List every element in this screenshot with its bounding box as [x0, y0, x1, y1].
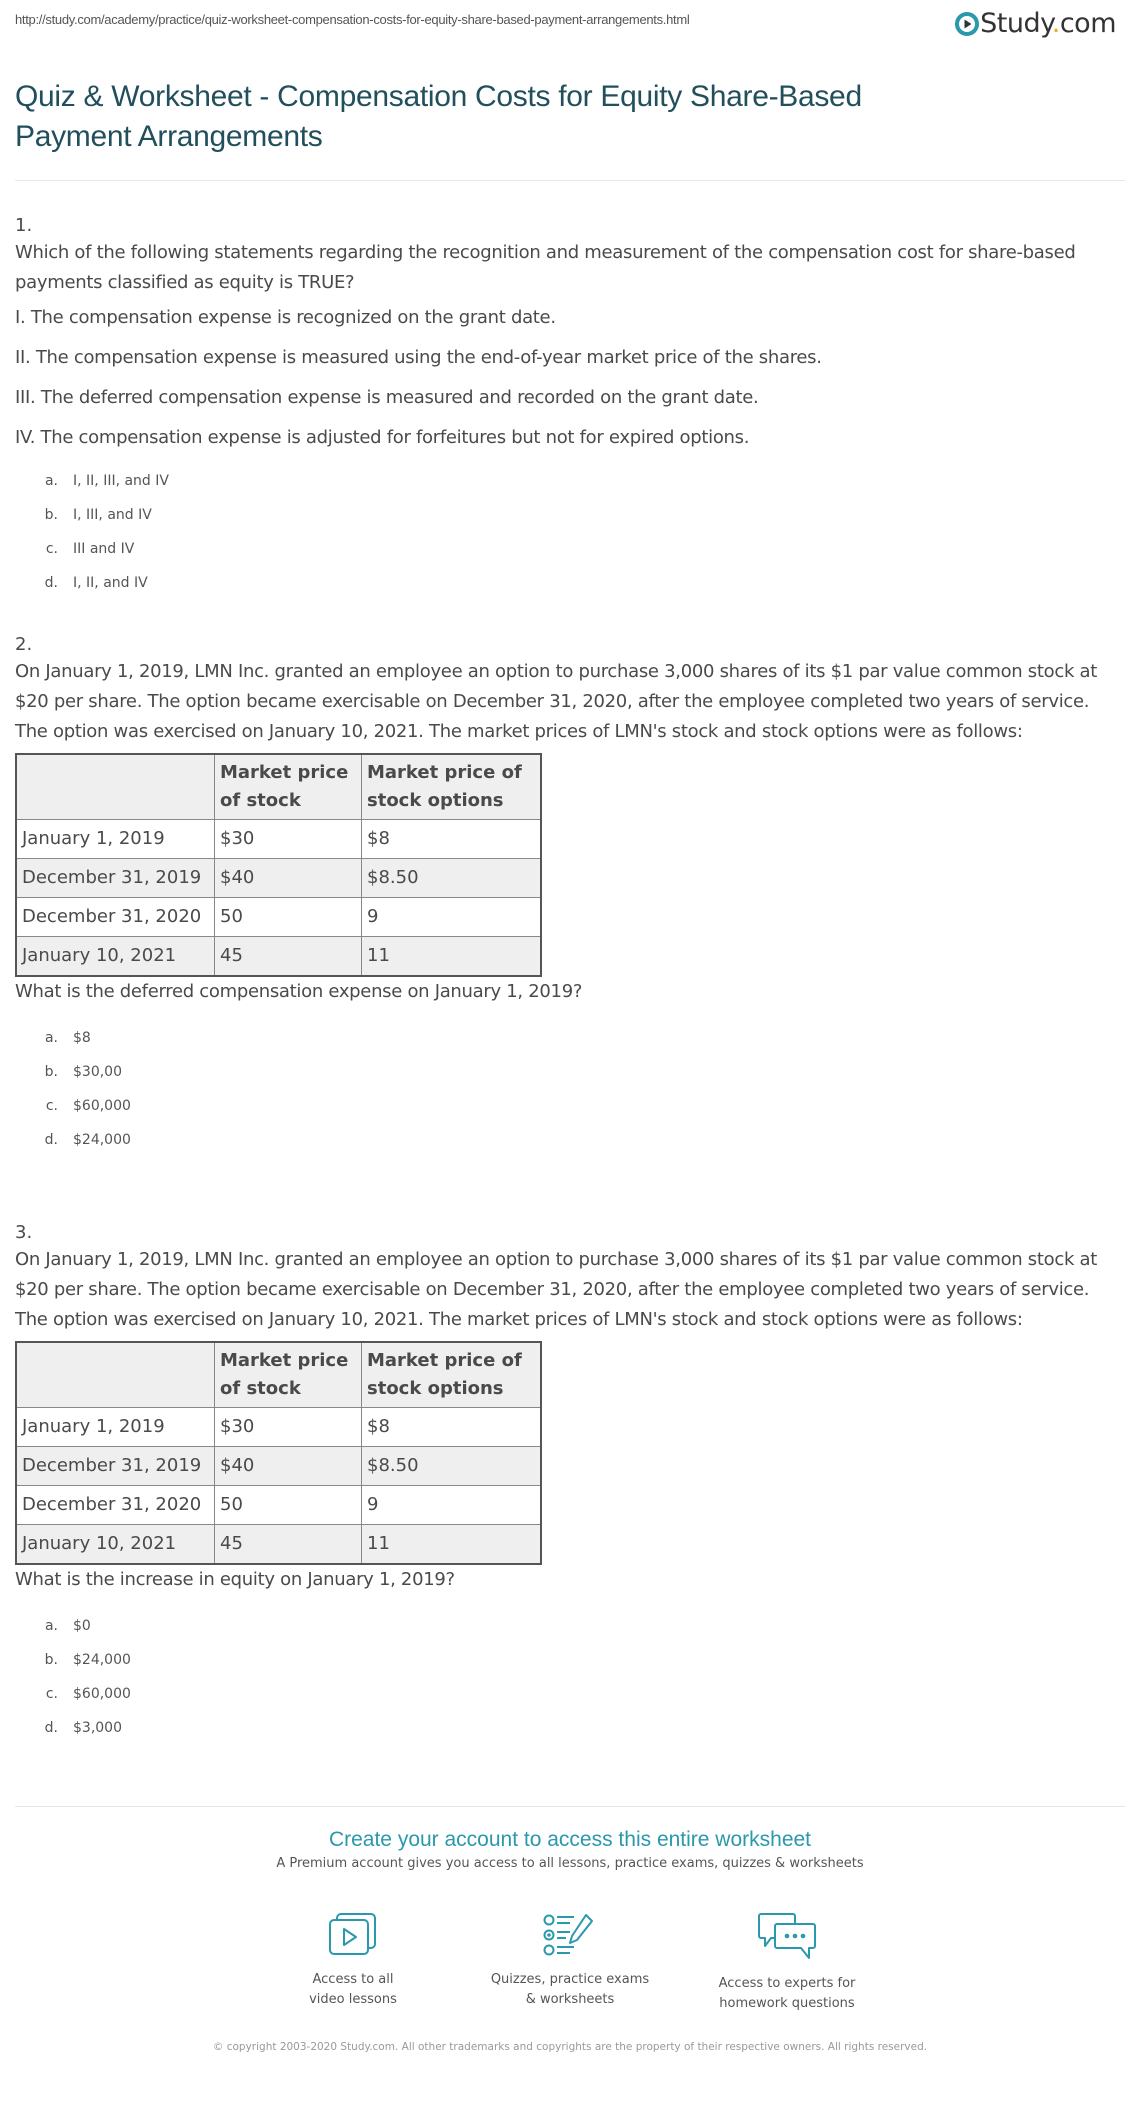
table-row	[16, 1486, 541, 1525]
question-number: 3.	[15, 1222, 33, 1243]
question-prompt: What is the increase in equity on January 1, 2019?	[15, 1569, 455, 1590]
feature-quizzes	[470, 1912, 670, 2010]
table-cell: 45	[215, 937, 362, 977]
chat-bubbles-icon	[757, 1912, 817, 1962]
choice-letter: d.	[44, 1132, 58, 1148]
table-cell: $8	[362, 820, 542, 859]
feature-experts	[687, 1912, 887, 2014]
price-table	[15, 1341, 542, 1565]
answer-choices	[15, 464, 1125, 600]
question-text: Which of the following statements regarding the recognition and measurement of the compensation cost for share-based payments classified as equity is TRUE?	[15, 242, 1076, 293]
table-cell: January 1, 2019	[16, 820, 215, 859]
choice-text: $3,000	[73, 1720, 122, 1736]
feature-label	[253, 1970, 453, 2010]
question-text: On January 1, 2019, LMN Inc. granted an employee an option to purchase 3,000 shares of its $1 par value common stock at $20 per share. The option became exercisable on December 31, 2020, after the employee completed two years of service. The option was exercised on January 10, 2021. The market prices of LMN's stock and stock options were as follows:	[15, 1249, 1097, 1330]
promo-subtitle: A Premium account gives you access to all lessons, practice exams, quizzes & worksheets	[276, 1856, 864, 1871]
table-row	[16, 1408, 541, 1447]
table-cell: 11	[362, 1525, 542, 1565]
choice-letter: b.	[44, 1652, 58, 1668]
answer-choice[interactable]	[15, 1089, 1125, 1123]
choice-letter: d.	[44, 1720, 58, 1736]
choice-letter: c.	[45, 1098, 58, 1114]
premium-features	[0, 1912, 1140, 2022]
answer-choices	[15, 1609, 1125, 1745]
statement: I. The compensation expense is recognized on the grant date.	[15, 307, 556, 328]
question-prompt: What is the deferred compensation expense on January 1, 2019?	[15, 981, 583, 1002]
table-cell: January 10, 2021	[16, 937, 215, 977]
table-cell: 9	[362, 1486, 542, 1525]
table-header	[16, 1342, 215, 1408]
table-cell: 11	[362, 937, 542, 977]
question-1	[15, 214, 1125, 600]
feature-label-line: Access to all	[312, 1972, 394, 1987]
choice-text: $60,000	[73, 1686, 131, 1702]
table-cell: $40	[215, 1447, 362, 1486]
choice-text: I, II, and IV	[73, 575, 148, 591]
choice-letter: c.	[45, 1686, 58, 1702]
table-cell: 50	[215, 1486, 362, 1525]
choice-text: III and IV	[73, 541, 135, 557]
table-row	[16, 859, 541, 898]
question-2	[15, 633, 1125, 1157]
feature-label-line: homework questions	[719, 1996, 855, 2011]
header-divider	[15, 180, 1125, 181]
choice-letter: a.	[44, 1618, 58, 1634]
answer-choice[interactable]	[15, 1643, 1125, 1677]
study-logo[interactable]	[954, 8, 1116, 39]
signup-promo	[0, 1828, 1140, 1871]
choice-letter: d.	[44, 575, 58, 591]
choice-letter: b.	[44, 1064, 58, 1080]
table-cell: $30	[215, 820, 362, 859]
table-row	[16, 1447, 541, 1486]
answer-choice[interactable]	[15, 1123, 1125, 1157]
table-row	[16, 937, 541, 977]
choice-letter: a.	[44, 473, 58, 489]
feature-label-line: & worksheets	[525, 1992, 615, 2007]
question-number: 1.	[15, 215, 33, 236]
price-table	[15, 753, 542, 977]
video-lessons-icon	[327, 1912, 379, 1958]
choice-text: I, III, and IV	[73, 507, 152, 523]
table-cell: $30	[215, 1408, 362, 1447]
choice-text: $30,00	[73, 1064, 122, 1080]
table-cell: December 31, 2020	[16, 898, 215, 937]
table-cell: December 31, 2019	[16, 859, 215, 898]
copyright-notice: © copyright 2003-2020 Study.com. All other trademarks and copyrights are the property of their respective owners. All rights reserved.	[212, 2041, 928, 2053]
feature-label	[687, 1974, 887, 2014]
table-header: Market price of stock	[215, 1342, 362, 1408]
choice-text: $8	[73, 1030, 91, 1046]
feature-label-line: video lessons	[309, 1992, 397, 2007]
promo-title[interactable]: Create your account to access this entire worksheet	[328, 1828, 812, 1851]
answer-choice[interactable]	[15, 1021, 1125, 1055]
table-cell: December 31, 2020	[16, 1486, 215, 1525]
choice-text: I, II, III, and IV	[73, 473, 169, 489]
answer-choice[interactable]	[15, 498, 1125, 532]
table-cell: 50	[215, 898, 362, 937]
answer-choice[interactable]	[15, 1609, 1125, 1643]
answer-choice[interactable]	[15, 1055, 1125, 1089]
play-circle-logo-icon	[954, 11, 980, 37]
choice-text: $24,000	[73, 1132, 131, 1148]
choice-letter: c.	[45, 541, 58, 557]
logo-suffix: com	[1059, 8, 1116, 39]
logo-dot: .	[1051, 8, 1060, 39]
page-url: http://study.com/academy/practice/quiz-worksheet-compensation-costs-for-equity-share-based-payment-arrangements.html	[15, 12, 690, 27]
answer-choices	[15, 1021, 1125, 1157]
answer-choice[interactable]	[15, 566, 1125, 600]
table-header: Market price of stock options	[362, 1342, 542, 1408]
table-cell: January 10, 2021	[16, 1525, 215, 1565]
question-text: On January 1, 2019, LMN Inc. granted an employee an option to purchase 3,000 shares of its $1 par value common stock at $20 per share. The option became exercisable on December 31, 2020, after the employee completed two years of service. The option was exercised on January 10, 2021. The market prices of LMN's stock and stock options were as follows:	[15, 661, 1097, 742]
choice-text: $60,000	[73, 1098, 131, 1114]
choice-text: $0	[73, 1618, 91, 1634]
table-row	[16, 1525, 541, 1565]
answer-choice[interactable]	[15, 1677, 1125, 1711]
table-cell: December 31, 2019	[16, 1447, 215, 1486]
statement: III. The deferred compensation expense is measured and recorded on the grant date.	[15, 387, 759, 408]
choice-letter: b.	[44, 507, 58, 523]
choice-letter: a.	[44, 1030, 58, 1046]
table-cell: $40	[215, 859, 362, 898]
table-cell: $8.50	[362, 859, 542, 898]
table-cell: January 1, 2019	[16, 1408, 215, 1447]
table-cell: $8.50	[362, 1447, 542, 1486]
feature-label	[470, 1970, 670, 2010]
table-cell: 45	[215, 1525, 362, 1565]
quiz-checklist-icon	[542, 1912, 598, 1958]
statement: II. The compensation expense is measured using the end-of-year market price of the shares.	[15, 347, 822, 368]
promo-divider	[15, 1806, 1125, 1807]
question-number: 2.	[15, 634, 33, 655]
question-3	[15, 1221, 1125, 1745]
page-title: Quiz & Worksheet - Compensation Costs for Equity Share-Based Payment Arrangements	[15, 80, 862, 153]
logo-word: Study	[980, 8, 1052, 39]
table-cell: 9	[362, 898, 542, 937]
table-header: Market price of stock	[215, 754, 362, 820]
answer-choice[interactable]	[15, 1711, 1125, 1745]
answer-choice[interactable]	[15, 532, 1125, 566]
logo-text	[980, 8, 1116, 39]
answer-choice[interactable]	[15, 464, 1125, 498]
table-row	[16, 820, 541, 859]
table-header: Market price of stock options	[362, 754, 542, 820]
choice-text: $24,000	[73, 1652, 131, 1668]
table-cell: $8	[362, 1408, 542, 1447]
feature-label-line: Quizzes, practice exams	[490, 1972, 650, 1987]
feature-video-lessons	[253, 1912, 453, 2010]
table-row	[16, 898, 541, 937]
feature-label-line: Access to experts for	[718, 1976, 856, 1991]
statement: IV. The compensation expense is adjusted for forfeitures but not for expired options.	[15, 427, 750, 448]
table-header	[16, 754, 215, 820]
